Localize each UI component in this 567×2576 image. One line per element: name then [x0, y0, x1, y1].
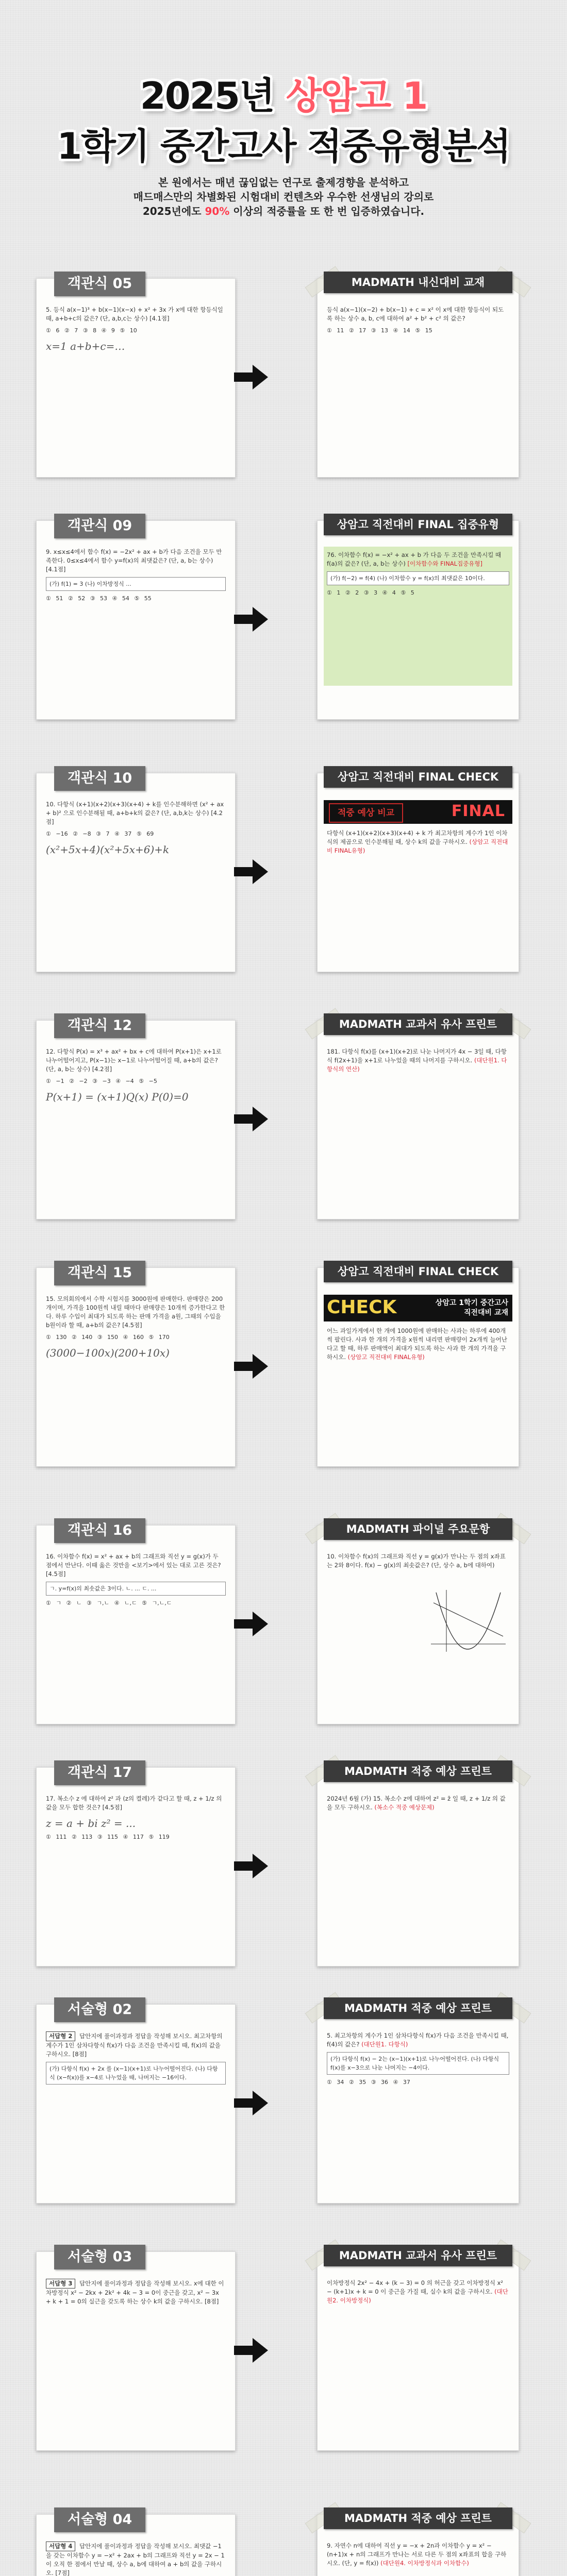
material-question	[327, 2279, 509, 2305]
material-source-tag: (대단원1. 다항식의 연산)	[327, 1057, 507, 1073]
handwritten-work: z = a + bi z² = ...	[46, 1817, 136, 1829]
material-choices: ① 11 ② 17 ③ 13 ④ 14 ⑤ 15	[327, 327, 432, 334]
material-question	[327, 829, 509, 855]
exam-condition-box: (가) 다항식 f(x) + 2x 를 (x−1)(x+1)로 나누어떨어진다. (나) 다항식 (x−f(x))를 x−4로 나누었을 때, 나머지는 −16이다.	[46, 2062, 226, 2084]
final-label-right: FINAL	[451, 802, 505, 820]
material-question: 등식 a(x−1)(x−2) + b(x−1) + c = x² 이 x에 대한 항등식이 되도록 하는 상수 a, b, c에 대하여 a² + b² + c² 의 값은?	[327, 306, 504, 322]
exam-question: 15. 모의회의에서 수학 시험지를 3000원에 판매한다. 판매량은 200개이며, 가격을 100원씩 내릴 때마다 판매량은 10개씩 증가한다고 한다. 하루 수입이 최대가 되도록 하는 판매 가격을 a원, 그때의 수입을 b원이라 할 때, a+b의 값은? [4.5점]	[46, 1295, 225, 1329]
exam-card	[36, 1522, 236, 1724]
compare-row	[36, 2514, 531, 2576]
title-line-2: 1학기 중간고사 적중유형분석	[57, 125, 510, 167]
material-card	[317, 2004, 519, 2204]
material-source-tag: [이차함수와 FINAL집중유형]	[407, 560, 482, 567]
check-caption	[436, 1298, 508, 1318]
arrow-icon	[253, 2091, 268, 2115]
material-source-tag: (대단원1. 다항식)	[361, 2041, 408, 2048]
intro-percent: 90%	[205, 205, 230, 217]
material-question	[327, 1327, 509, 1362]
material-question-text: 9. 자연수 n에 대하여 직선 y = −x + 2n과 이차함수 y = x² − (n+1)x + n의 그래프가 만나는 서로 다른 두 점의 x좌표의 합을 구하시오. (단, y = f(x))	[327, 2542, 507, 2567]
header	[0, 0, 567, 237]
material-card	[317, 1020, 519, 1219]
exam-tab: 객관식 17	[54, 1760, 145, 1785]
material-question	[327, 2031, 509, 2049]
check-caption-line-1: 상암고 1학기 중간고사	[435, 1299, 508, 1307]
exam-tab: 객관식 15	[54, 1261, 145, 1285]
exam-card	[36, 278, 236, 478]
exam-question: 10. 다항식 (x+1)(x+2)(x+3)(x+4) + k를 인수분해하면 (x² + ax + b)² 으로 인수분해될 때, a+b+k의 값은? (단, a,b,k는 상수) [4.2점]	[46, 801, 224, 825]
material-question	[327, 1047, 509, 1074]
material-question	[327, 551, 509, 568]
exam-question: 5. 등식 a(x−1)³ + b(x−1)(x−x) + x² + 3x 가 x에 대한 항등식일 때, a+b+c의 값은? (단, a,b,c는 상수) [4.1점]	[46, 306, 223, 322]
material-card	[317, 520, 519, 720]
material-banner: MADMATH 파이널 주요문항	[324, 1518, 512, 1540]
handwritten-work: (3000−100x)(200+10x)	[46, 1347, 170, 1359]
material-question-text: 5. 최고차항의 계수가 1인 삼차다항식 f(x)가 다음 조건을 만족시킬 때, f(4)의 값은?	[327, 2032, 509, 2048]
exam-choices: ① 51 ② 52 ③ 53 ④ 54 ⑤ 55	[46, 595, 152, 602]
material-question-text: 어느 과일가게에서 한 개에 1000원에 판매하는 사과는 하루에 400개씩 팔린다. 사과 한 개의 가격을 x원씩 내리면 판매량이 2x개씩 늘어난다고 할 때, 하루 판매액이 최대가 되도록 하는 사과 한 개의 가격을 구하시오.	[327, 1327, 507, 1361]
material-card	[317, 2514, 519, 2576]
material-banner: 상암고 직전대비 FINAL CHECK	[324, 1261, 512, 1282]
exam-tab: 서술형 03	[54, 2245, 145, 2269]
handwritten-work: (x²+5x+4)(x²+5x+6)+k	[46, 843, 170, 856]
answer-type-label: 서답형 2	[46, 2031, 75, 2041]
handwritten-work: x=1 a+b+c=…	[46, 340, 125, 352]
arrow-icon	[253, 1612, 268, 1636]
check-header	[324, 1295, 512, 1321]
answer-type-label: 서답형 3	[46, 2279, 75, 2289]
exam-choices: ① 111 ② 113 ③ 115 ④ 117 ⑤ 119	[46, 1834, 170, 1840]
exam-choices: ① ㄱ ② ㄴ ③ ㄱ,ㄴ ④ ㄴ,ㄷ ⑤ ㄱ,ㄴ,ㄷ	[46, 1600, 172, 1606]
compare-row	[36, 520, 531, 719]
arrow-icon	[253, 1854, 268, 1878]
material-banner: MADMATH 교과서 유사 프린트	[324, 1013, 512, 1035]
final-label-left: 적중 예상 비교	[329, 803, 403, 823]
material-source-tag: (복소수 적중 예상문제)	[374, 1804, 435, 1811]
final-header	[324, 800, 512, 824]
material-condition-box: (가) 다항식 f(x) − 2는 (x−1)(x+1)로 나누어떨어진다. (나) 다항식 f(x)를 x−3으로 나눈 나머지는 −4이다.	[327, 2052, 509, 2075]
exam-tab: 서술형 04	[54, 2507, 145, 2532]
exam-question-text: 답안지에 풀이과정과 정답을 작성해 보시오. x에 대한 이차방정식 x² − 2kx + 2k² + 4k − 3 = 0이 중근을 갖고, x² − 3x + k + 1 = 0의 실근을 갖도록 하는 상수 k의 값을 구하시오. [8점]	[46, 2280, 224, 2305]
exam-tab: 객관식 16	[54, 1518, 145, 1543]
compare-row	[36, 278, 531, 477]
handwritten-work: P(x+1) = (x+1)Q(x) P(0)=0	[46, 1091, 189, 1103]
exam-choices: ① 130 ② 140 ③ 150 ④ 160 ⑤ 170	[46, 1334, 170, 1341]
material-question: 10. 이차함수 f(x)의 그래프와 직선 y = g(x)가 만나는 두 점의 x좌표는 2와 8이다. f(x) − g(x)의 최솟값은? (단, 상수 a, b에 대하여)	[327, 1553, 506, 1569]
exam-card	[36, 2004, 236, 2204]
exam-card	[36, 2514, 236, 2576]
material-banner: MADMATH 교과서 유사 프린트	[324, 2245, 512, 2266]
arrow-icon	[253, 365, 268, 389]
material-banner: 상암고 직전대비 FINAL CHECK	[324, 766, 512, 788]
material-card	[317, 773, 519, 972]
material-source-tag: (상암고 직전대비 FINAL유형)	[327, 838, 508, 854]
material-banner: 상암고 직전대비 FINAL 집중유형	[324, 514, 512, 535]
exam-tab: 서술형 02	[54, 1997, 145, 2022]
exam-question-text: 답안지에 풀이과정과 정답을 작성해 보시오. 최댓값 −1을 갖는 이차함수 y = −x² + 2ax + b의 그래프와 직선 y = 2x − 1이 오직 한 점에서 만날 때, 상수 a, b에 대하여 a + b의 값을 구하시오. [7점]	[46, 2543, 225, 2576]
compare-row	[36, 2004, 531, 2202]
material-question-text: 181. 다항식 f(x)를 (x+1)(x+2)로 나눈 나머지가 4x − 3일 때, 다항식 f(2x+1)을 x+1로 나누었을 때의 나머지를 구하시오.	[327, 1048, 507, 1064]
title-year: 2025년	[140, 74, 274, 117]
material-banner: MADMATH 적중 예상 프린트	[324, 1997, 512, 2019]
material-question-text: 2024년 6월 (가) 15. 복소수 z에 대하여 z² = z̄ 일 때, z + 1/z 의 값을 모두 구하시오.	[327, 1795, 506, 1811]
parabola-graph	[426, 1587, 508, 1654]
exam-question	[46, 2031, 226, 2059]
intro-text	[0, 175, 567, 218]
exam-card	[36, 1020, 236, 1219]
intro-line-3	[0, 204, 567, 218]
exam-card	[36, 520, 236, 720]
intro-line-3-post: 이상의 적중률을 또 한 번 입증하였습니다.	[233, 205, 425, 217]
material-question	[327, 2541, 509, 2568]
material-banner: MADMATH 적중 예상 프린트	[324, 2507, 512, 2529]
exam-tab: 객관식 10	[54, 766, 145, 791]
material-question-text: 다항식 (x+1)(x+2)(x+3)(x+4) + k 가 최고차항의 계수가 1인 이차식의 제곱으로 인수분해될 때, 상수 k의 값을 구하시오.	[327, 829, 508, 845]
exam-question: 17. 복소수 z 에 대하여 z² 과 (z의 켤레)가 같다고 할 때, z + 1/z 의 값을 모두 합한 것은? [4.5점]	[46, 1795, 222, 1811]
material-source-tag: (대단원4. 이차방정식과 이차함수)	[380, 2560, 469, 2567]
intro-line-3-pre: 2025년에도	[142, 205, 202, 217]
exam-choices: ① 6 ② 7 ③ 8 ④ 9 ⑤ 10	[46, 327, 137, 334]
check-label: CHECK	[327, 1297, 397, 1318]
compare-row	[36, 2251, 531, 2450]
exam-question: 12. 다항식 P(x) = x³ + ax² + bx + c에 대하여 P(x+1)은 x+1로 나누어떨어지고, P(x−1)는 x−1로 나누어떨어질 때, a+b의 값은? (단, a, b는 상수) [4.2점]	[46, 1048, 222, 1073]
exam-choices: ① −1 ② −2 ③ −3 ④ −4 ⑤ −5	[46, 1078, 157, 1084]
material-choices: ① 34 ② 35 ③ 36 ④ 37	[327, 2079, 410, 2086]
exam-question: 16. 이차함수 f(x) = x² + ax + b의 그래프와 직선 y = g(x)가 두 점에서 만난다. 이때 옳은 것만을 <보기>에서 있는 대로 고른 것은? [4.5점]	[46, 1553, 221, 1578]
check-caption-line-2: 직전대비 교재	[463, 1309, 508, 1317]
material-source-tag: (상암고 직전대비 FINAL유형)	[347, 1353, 425, 1361]
exam-condition-box: ㄱ. y=f(x)의 최솟값은 3이다. ㄴ. ... ㄷ. ...	[46, 1582, 226, 1596]
compare-row	[36, 1020, 531, 1218]
exam-question	[46, 2541, 226, 2576]
exam-card	[36, 1767, 236, 1967]
exam-question	[46, 2279, 226, 2306]
material-source-tag: (대단원2. 이차방정식)	[327, 2288, 508, 2304]
exam-condition-box: (가) f(1) = 3 (나) 이차방정식 ...	[46, 577, 226, 591]
arrow-icon	[253, 859, 268, 884]
arrow-icon	[253, 1354, 268, 1379]
title-school: 상암고 1	[286, 74, 427, 117]
compare-row	[36, 1267, 531, 1466]
material-card	[317, 1525, 519, 1724]
compare-row	[36, 1767, 531, 1965]
material-question-text: 이차방정식 2x² − 4x + (k − 3) = 0 의 허근을 갖고 이차방정식 x² − (k+1)x + k = 0 이 중근을 가질 때, 실수 k의 값을 구하시오.	[327, 2279, 503, 2295]
material-banner: MADMATH 적중 예상 프린트	[324, 1760, 512, 1782]
material-banner: MADMATH 내신대비 교재	[324, 272, 512, 293]
arrow-icon	[253, 1107, 268, 1131]
material-condition-box: (가) f(−2) = f(4) (나) 이차함수 y = f(x)의 최댓값은 10이다.	[327, 571, 509, 585]
exam-card	[36, 770, 236, 972]
answer-type-label: 서답형 4	[46, 2541, 75, 2551]
compare-row	[36, 770, 531, 971]
material-card	[317, 1267, 519, 1467]
exam-card	[36, 1267, 236, 1467]
exam-question-text: 답안지에 풀이과정과 정답을 작성해 보시오. 최고차항의 계수가 1인 삼차다항식 f(x)가 다음 조건을 만족시킬 때, f(x)의 값을 구하시오. [8점]	[46, 2032, 223, 2058]
exam-tab: 객관식 05	[54, 272, 145, 296]
compare-row	[36, 1522, 531, 1723]
material-choices: ① 1 ② 2 ③ 3 ④ 4 ⑤ 5	[327, 589, 414, 596]
intro-line-2: 매드매스만의 차별화된 시험대비 컨텐츠와 우수한 선생님의 강의로	[133, 191, 434, 203]
arrow-icon	[253, 607, 268, 632]
exam-tab: 객관식 09	[54, 514, 145, 538]
arrow-icon	[253, 2338, 268, 2363]
exam-choices: ① −16 ② −8 ③ 7 ④ 37 ⑤ 69	[46, 831, 154, 837]
exam-question: 9. x≤x≤4에서 함수 f(x) = −2x² + ax + b가 다음 조건을 모두 만족한다. 0≤x≤4에서 함수 y=f(x)의 최댓값은? (단, a, b는 상수) [4.1점]	[46, 548, 222, 573]
material-card	[317, 2251, 519, 2451]
title-line-1	[0, 66, 567, 120]
intro-line-1: 본 원에서는 매년 끊임없는 연구로 출제경향을 분석하고	[158, 176, 409, 189]
material-question-text: 76. 이차함수 f(x) = −x² + ax + b 가 다음 두 조건을 만족시킬 때 f(a)의 값은? (단, a, b는 상수)	[327, 551, 502, 567]
exam-card	[36, 2251, 236, 2451]
material-card	[317, 278, 519, 478]
material-question	[327, 1794, 509, 1812]
exam-tab: 객관식 12	[54, 1013, 145, 1038]
material-card	[317, 1767, 519, 1967]
